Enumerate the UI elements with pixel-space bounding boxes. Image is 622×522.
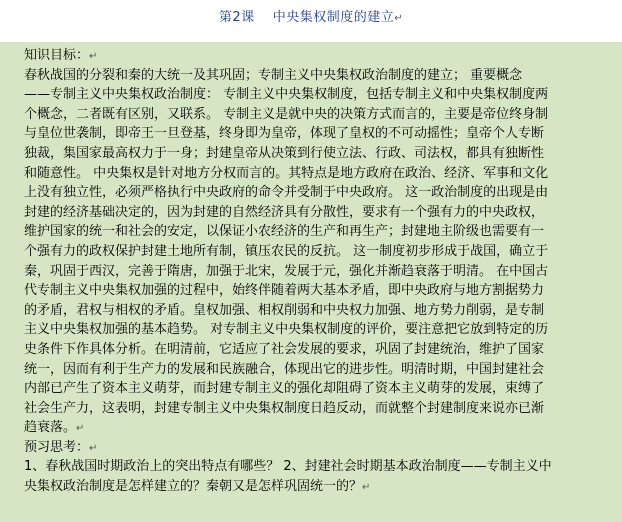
paragraph-mark-icon: ↵ xyxy=(76,423,85,435)
body-line: ——专制主义中央集权政治制度： 专制主义中央集权制度，包括专制主义和中央集权制度两 xyxy=(24,87,549,103)
page-title xyxy=(0,6,622,25)
body-line: 社会生产力，这表明，封建专制主义中央集权制度日趋反动，而就整个封建制度来说亦已渐 xyxy=(24,400,545,416)
body-line: 的矛盾，君权与相权的矛盾。皇权加强、相权削弱和中央权力加强、地方势力削弱，是专制 xyxy=(24,302,545,318)
body-line: 秦，巩固于西汉，完善于隋唐，加强于北宋，发展于元，强化并渐趋衰落于明清。 在中国古 xyxy=(24,263,549,279)
body-line: 独裁，集国家最高权力于一身；封建皇帝从决策到行使立法、行政、司法权，都具有独断性 xyxy=(24,145,545,161)
body-line: 春秋战国的分裂和秦的大统一及其巩固；专制主义中央集权政治制度的建立； 重要概念 xyxy=(24,67,523,83)
objectives-heading-text: 知识目标： xyxy=(24,48,90,63)
body-line: 代专制主义中央集权加强的过程中，始终伴随着两大基本矛盾，即中央政府与地方割据势力 xyxy=(24,283,545,299)
objectives-heading xyxy=(24,46,620,66)
body-line: 维护国家的统一和社会的安定，以保证小农经济的生产和再生产；封建地主阶级也需要有一 xyxy=(24,224,545,240)
body-line: 和随意性。 中央集权是针对地方分权而言的。其特点是地方政府在政治、经济、军事和文化 xyxy=(24,165,549,181)
preview-heading-text: 预习思考： xyxy=(24,439,90,455)
body-line-last xyxy=(24,418,620,438)
preview-line: 1、春秋战国时期政治上的突出特点有哪些？ 2、封建社会时期基本政治制度——专制主义中 xyxy=(24,459,552,475)
paragraph-mark-icon: ↵ xyxy=(89,51,98,62)
body-line: 史条件下作具体分析。在明清前，它适应了社会发展的要求，巩固了封建统治，维护了国家 xyxy=(24,341,545,357)
body-line: 与皇位世袭制，即帝王一旦登基，终身即为皇帝，体现了皇权的不可动摇性；皇帝个人专断 xyxy=(24,126,545,142)
body-line: 个强有力的政权保护封建土地所有制，镇压农民的反抗。 这一制度初步形成于战国，确立于 xyxy=(24,243,549,259)
preview-line-text: 央集权政治制度是怎样建立的？秦朝又是怎样巩固统一的？ xyxy=(24,479,363,495)
body-line-text: 趋衰落。 xyxy=(24,420,77,436)
body-line: 上没有独立性，必须严格执行中央政府的命令并受制于中央政府。 这一政治制度的出现是由 xyxy=(24,185,549,201)
paragraph-mark-icon: ↵ xyxy=(394,13,404,24)
body-paragraph xyxy=(24,66,620,438)
paragraph-mark-icon: ↵ xyxy=(89,442,98,454)
document-body xyxy=(24,46,620,497)
paragraph-mark-icon: ↵ xyxy=(362,482,371,494)
document-header xyxy=(0,0,622,42)
body-line: 封建的经济基础决定的，因为封建的自然经济具有分散性，要求有一个强有力的中央政权， xyxy=(24,204,545,220)
preview-line-last xyxy=(24,477,620,497)
body-line: 统一，因而有利于生产力的发展和民族融合，体现出它的进步性。明清时期，中国封建社会 xyxy=(24,361,545,377)
preview-heading xyxy=(24,438,620,458)
lesson-title: 第2课 中央集权制度的建立 xyxy=(218,10,395,25)
body-line: 个概念，二者既有区别，又联系。 专制主义是就中央的决策方式而言的，主要是帝位终身制 xyxy=(24,106,549,122)
preview-paragraph xyxy=(24,457,620,496)
body-line: 主义中央集权加强的基本趋势。 对专制主义中央集权制度的评价，要注意把它放到特定的历 xyxy=(24,322,549,338)
body-line: 内部已产生了资本主义萌芽，而封建专制主义的强化却阻碍了资本主义萌芽的发展，束缚了 xyxy=(24,381,545,397)
